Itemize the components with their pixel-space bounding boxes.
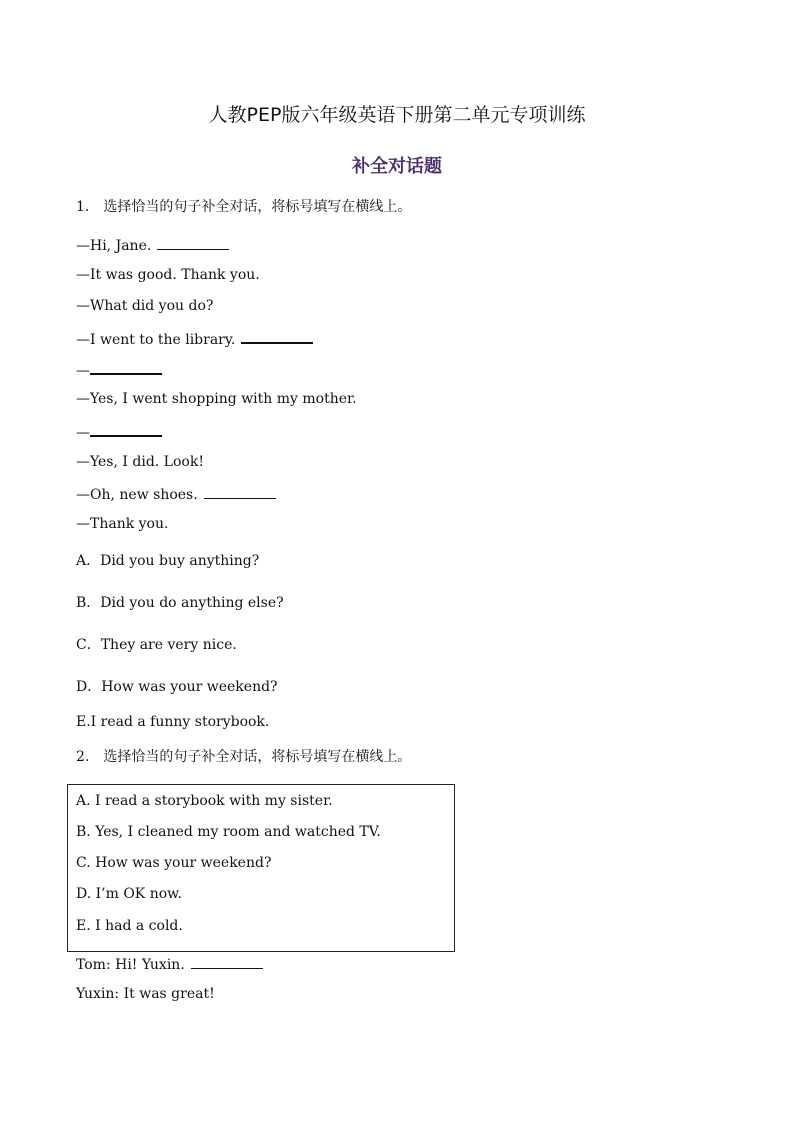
dialogue-text: —I went to the library. <box>76 332 236 348</box>
answer-blank[interactable] <box>90 422 162 437</box>
dialogue-text: — <box>76 363 90 379</box>
answer-blank[interactable] <box>204 485 276 499</box>
dialogue-line <box>76 329 313 348</box>
dialogue-line <box>76 360 162 379</box>
option-item: D. I’m OK now. <box>76 886 182 902</box>
dialogue-text: — <box>76 425 90 441</box>
question-number: 1. <box>76 199 90 215</box>
dialogue-text: —What did you do? <box>76 298 214 314</box>
dialogue-text: —Hi, Jane. <box>76 238 152 254</box>
dialogue-line <box>76 485 276 503</box>
dialogue-text: Tom: Hi! Yuxin. <box>76 957 185 973</box>
answer-blank[interactable] <box>157 236 229 250</box>
dialogue-text: —Yes, I did. Look! <box>76 454 204 470</box>
dialogue-line <box>76 298 213 314</box>
dialogue-text: —Thank you. <box>76 516 169 532</box>
dialogue-text: Yuxin: It was great! <box>76 986 215 1002</box>
answer-blank[interactable] <box>191 955 263 969</box>
dialogue-line <box>76 236 229 254</box>
question-1-header <box>76 196 411 216</box>
option-item: E. I had a cold. <box>76 918 183 934</box>
dialogue-line <box>76 267 260 283</box>
option-item: C．They are very nice. <box>76 637 237 653</box>
option-item: C. How was your weekend? <box>76 855 272 871</box>
dialogue-line <box>76 955 263 973</box>
dialogue-line <box>76 391 357 407</box>
option-item: A. I read a storybook with my sister. <box>76 793 333 809</box>
dialogue-text: —It was good. Thank you. <box>76 267 260 283</box>
option-item: A．Did you buy anything? <box>76 553 260 569</box>
option-item: D．How was your weekend? <box>76 679 278 695</box>
page-title: 人教PEP版六年级英语下册第二单元专项训练 <box>208 104 586 126</box>
option-item: B．Did you do anything else? <box>76 595 284 611</box>
dialogue-text: —Yes, I went shopping with my mother. <box>76 391 357 407</box>
option-item: B. Yes, I cleaned my room and watched TV. <box>76 824 381 840</box>
answer-blank[interactable] <box>90 360 162 375</box>
dialogue-line <box>76 986 215 1002</box>
question-number: 2. <box>76 749 90 765</box>
answer-blank[interactable] <box>241 329 313 344</box>
options-box <box>67 784 455 952</box>
dialogue-line <box>76 454 204 470</box>
section-subtitle: 补全对话题 <box>352 156 442 177</box>
dialogue-line <box>76 516 168 532</box>
question-2-header <box>76 746 411 766</box>
dialogue-line <box>76 422 162 441</box>
question-instruction: 选择恰当的句子补全对话，将标号填写在横线上。 <box>103 749 412 765</box>
option-item: E.I read a funny storybook. <box>76 714 270 730</box>
question-instruction: 选择恰当的句子补全对话，将标号填写在横线上。 <box>103 199 412 215</box>
dialogue-text: —Oh, new shoes. <box>76 487 198 503</box>
